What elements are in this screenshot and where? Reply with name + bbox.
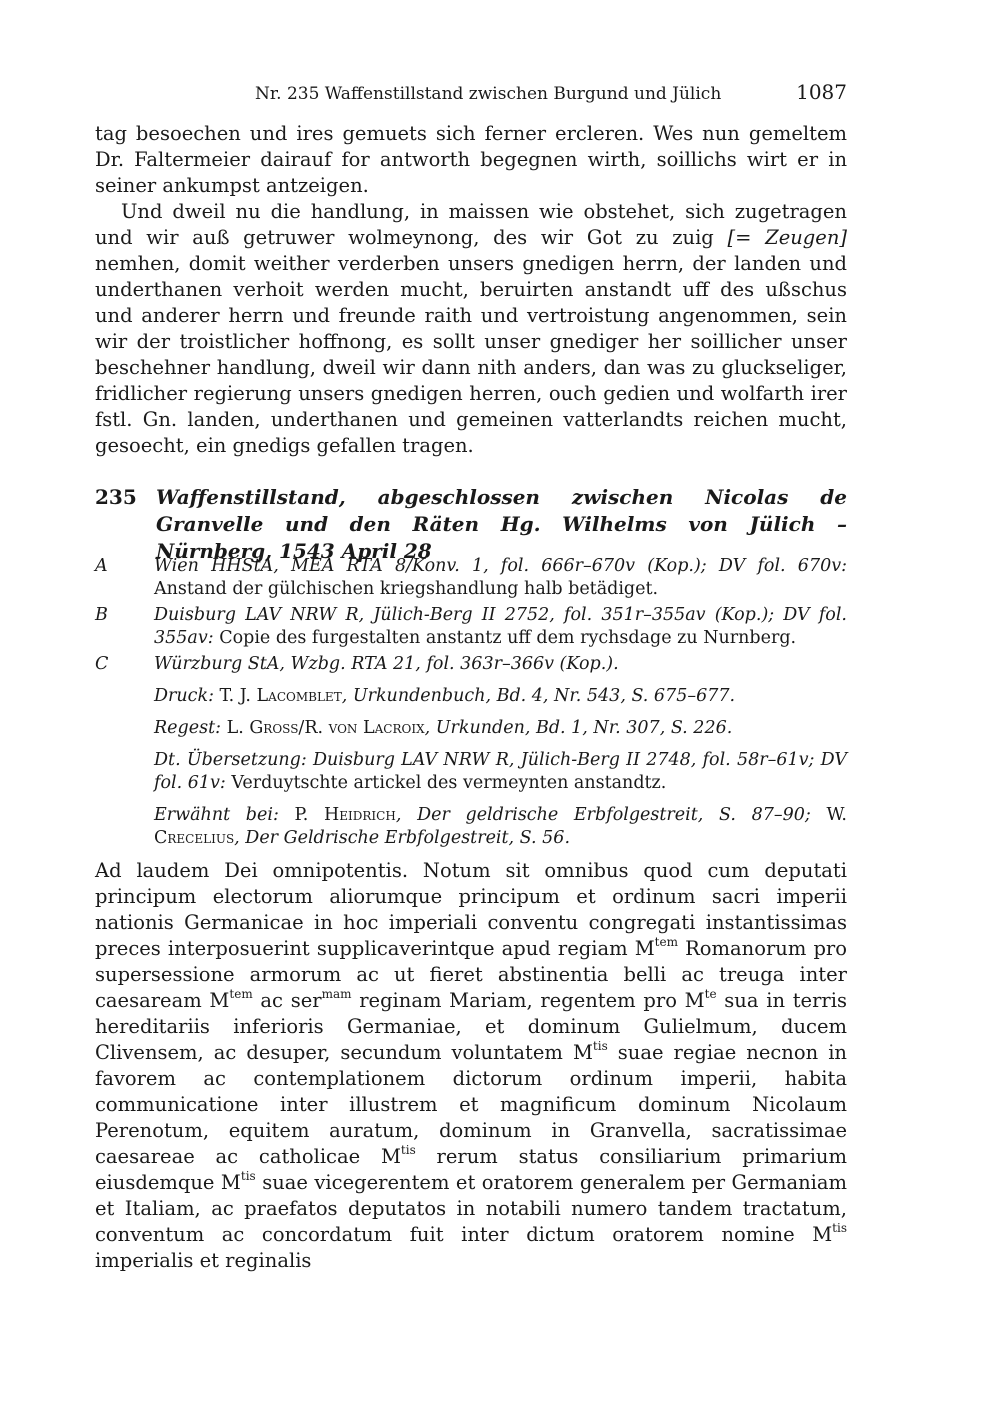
document-text — [95, 858, 847, 1274]
document-title: Waffenstillstand, abgeschlossen zwischen Nicolas de Granvelle und den Räten Hg. Wilhelms von Jülich – Nürnberg, 1543 April 28 — [156, 485, 847, 563]
running-title: Nr. 235 Waffenstillstand zwischen Burgund und Jülich — [255, 84, 722, 104]
preceding-document-text — [95, 121, 847, 459]
source-entry: B Duisburg LAV NRW R, Jülich-Berg II 2752, fol. 351r–355av (Kop.); DV fol. 355av: Copie des furgestalten anstantz uff dem rychsdage zu Nurnberg. — [95, 605, 847, 648]
running-header — [95, 80, 847, 110]
print-reference: Druck: T. J. Lacomblet, Urkundenbuch, Bd. 4, Nr. 543, S. 675–677. — [154, 686, 736, 706]
translation-reference: Dt. Übersetzung: Duisburg LAV NRW R, Jülich-Berg II 2748, fol. 58r–61v; DV fol. 61v: Verduytschte artickel des vermeynten anstandtz. — [154, 750, 847, 793]
source-entry: A Wien HHStA, MEA RTA 8/Konv. 1, fol. 666r–670v (Kop.); DV fol. 670v: Anstand der gülchischen kriegshandlung halb betädiget. — [95, 556, 847, 599]
document-number: 235 — [95, 485, 137, 509]
paragraph: tag besoechen und ires gemuets sich ferner ercleren. Wes nun gemeltem Dr. Faltermeier dairauf for antworth begegnen wirth, soillichs wirt er in seiner ankumpst antzeigen. — [95, 122, 847, 197]
paragraph: Und dweil nu die handlung, in maissen wie obstehet, sich zugetragen und wir auß getruwer wolmeynong, des wir Got zu zuig [= Zeugen] nemhen, domit weither verderben unsers gnedigen herrn, der landen und underthanen verhoit werden mucht, beruirten anstandt uff des ußschus und anderer herrn und freunde raith und vertroistung angenommen, sein wir der troistlicher hoffnong, es sollt unser gnediger her soillicher unser beschehner handlung, dweil wir dann nith anders, dan was zu gluckseliger, fridlicher regierung unsers gnedigen herren, ouch gedien und wolfarth irer fstl. Gn. landen, underthanen und gemeinen vatterlandts reichen mucht, gesoecht, ein gnedigs gefallen tragen. — [95, 200, 847, 457]
source-siglum: B — [95, 605, 108, 625]
source-siglum: C — [95, 654, 109, 674]
editorial-note: [= Zeugen] — [727, 226, 847, 249]
mentioned-in-reference: Erwähnt bei: P. Heidrich, Der geldrische Erbfolgestreit, S. 87–90; W. Crecelius, Der Geldrische Erbfolgestreit, S. 56. — [154, 805, 847, 848]
source-siglum: A — [95, 556, 108, 576]
page-number: 1087 — [796, 80, 847, 104]
document-heading — [95, 484, 847, 565]
paragraph: Ad laudem Dei omnipotentis. Notum sit omnibus quod cum deputati principum electorum aliorumque principum et ordinum sacri imperii nationis Germanicae in hoc imperiali conventu congregati instantissimas preces interposuerint supplicaverintque apud regiam $M^{tem}$ Romanorum pro supersessione armorum ac ut fieret abstinentia belli ac treuga inter caesaream $M^{tem}$ ac ser$^{mam}$ reginam Mariam, regentem pro $M^{te}$ sua in terris hereditariis inferioris Germaniae, et dominum Gulielmum, ducem Clivensem, ac desuper, secundum voluntatem $M^{tis}$ suae regiae necnon in favorem ac contemplationem dictorum ordinum imperii, habita communicatione inter illustrem et magnificum dominum Nicolaum Perenotum, equitem auratum, dominum in Granvella, sacratissimae caesareae ac catholicae $M^{tis}$ rerum status consiliarium primarium eiusdemque $M^{tis}$ suae vicegerentem et oratorem generalem per Germaniam et Italiam, ac praefatos deputatos in notabili numero tandem tractatum, conventum ac concordatum fuit inter dictum oratorem nomine $M^{tis}$ imperialis et reginalis — [95, 859, 847, 1272]
source-apparatus — [95, 555, 847, 850]
source-entry: C Würzburg StA, Wzbg. RTA 21, fol. 363r–366v (Kop.). — [95, 654, 619, 674]
regest-reference: Regest: L. Groß/R. von Lacroix, Urkunden, Bd. 1, Nr. 307, S. 226. — [154, 718, 733, 738]
